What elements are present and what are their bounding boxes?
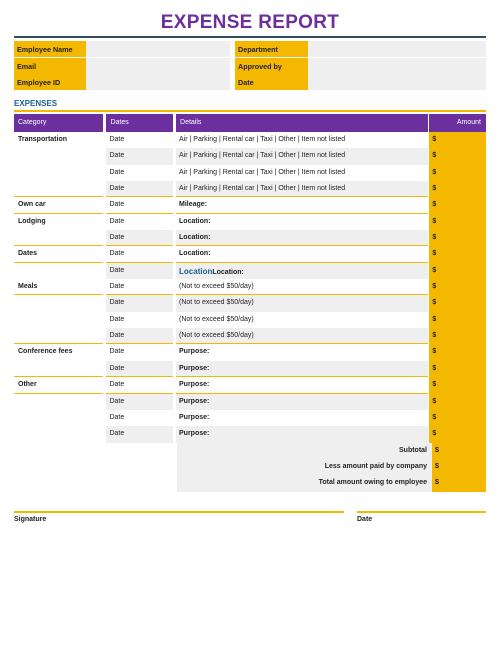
subtotal-amount[interactable]: $ (432, 443, 486, 459)
info-row-2 (14, 58, 486, 74)
category-cell (14, 312, 103, 328)
details-cell[interactable]: (Not to exceed $50/day) (176, 295, 428, 311)
amount-cell[interactable]: $ (429, 410, 486, 426)
info-row-1 (14, 41, 486, 57)
date-cell[interactable]: Date (106, 394, 173, 410)
category-cell (14, 148, 103, 164)
category-cell: Transportation (18, 136, 68, 143)
expenses-section-title: EXPENSES (14, 99, 58, 108)
subtotal-label: Subtotal (177, 443, 432, 459)
employee-name-field[interactable] (86, 41, 230, 57)
header-category: Category (14, 114, 103, 132)
amount-cell[interactable]: $ (429, 197, 486, 213)
details-cell[interactable]: Purpose: (179, 348, 210, 356)
table-row (14, 246, 486, 262)
amount-cell[interactable]: $ (429, 344, 486, 360)
date-cell[interactable]: Date (106, 148, 173, 164)
category-cell (14, 263, 103, 279)
report-title: EXPENSE REPORT (160, 12, 340, 33)
department-field[interactable] (308, 41, 486, 57)
approved-by-label: Approved by (235, 58, 308, 74)
date-cell[interactable]: Date (106, 197, 173, 213)
amount-cell[interactable]: $ (429, 426, 486, 442)
category-cell: Own car (14, 197, 103, 213)
details-cell[interactable]: Air | Parking | Rental car | Taxi | Other | Item not listed (179, 168, 346, 176)
email-field[interactable] (86, 58, 230, 74)
category-cell (14, 394, 103, 410)
table-row (14, 312, 486, 328)
category-cell: Dates (14, 246, 103, 262)
category-cell (14, 328, 103, 344)
date-cell[interactable]: Date (106, 263, 173, 279)
table-row (14, 230, 486, 246)
date-cell[interactable]: Date (106, 181, 173, 197)
category-cell: Other (14, 377, 103, 393)
table-row (14, 263, 486, 279)
table-row (14, 295, 486, 311)
total-owing-row (14, 475, 486, 491)
date-cell[interactable]: Date (106, 230, 173, 246)
footer-date-label: Date (357, 516, 373, 523)
amount-cell[interactable]: $ (429, 377, 486, 393)
employee-id-label: Employee ID (14, 74, 86, 90)
date-cell[interactable]: Date (106, 246, 173, 262)
signature-label: Signature (14, 516, 47, 523)
header-amount: Amount (429, 114, 486, 132)
amount-cell[interactable]: $ (429, 263, 486, 279)
signature-line[interactable] (14, 511, 344, 513)
category-cell (14, 230, 103, 246)
amount-cell[interactable]: $ (429, 361, 486, 377)
employee-name-label: Employee Name (14, 41, 86, 57)
details-cell[interactable]: Air | Parking | Rental car | Taxi | Other | Item not listed (179, 136, 346, 143)
total-owing-amount[interactable]: $ (432, 475, 486, 491)
amount-cell[interactable]: $ (429, 132, 486, 148)
table-row (14, 197, 486, 213)
details-cell[interactable]: Air | Parking | Rental car | Taxi | Other | Item not listed (176, 181, 428, 197)
employee-id-field[interactable] (86, 74, 230, 90)
date-cell[interactable]: Date (109, 168, 125, 176)
details-cell[interactable]: Location: (179, 217, 211, 225)
title-divider (14, 36, 486, 38)
category-cell (14, 295, 103, 311)
details-cell[interactable]: Purpose: (176, 394, 428, 410)
department-label: Department (235, 41, 308, 57)
category-cell (14, 181, 103, 197)
table-row (14, 361, 486, 377)
table-row (14, 279, 486, 295)
amount-cell[interactable]: $ (429, 165, 486, 181)
date-label: Date (235, 74, 308, 90)
category-cell: Meals (14, 279, 103, 295)
footer-date-line[interactable] (357, 511, 486, 513)
email-label: Email (14, 58, 86, 74)
details-cell[interactable]: (Not to exceed $50/day) (176, 328, 428, 344)
amount-cell[interactable]: $ (429, 295, 486, 311)
date-cell[interactable]: Date (109, 315, 125, 323)
amount-cell[interactable]: $ (429, 279, 486, 295)
date-cell[interactable]: Date (106, 279, 173, 295)
details-cell[interactable] (176, 263, 428, 279)
date-cell[interactable]: Date (106, 295, 173, 311)
date-cell[interactable]: Date (106, 328, 173, 344)
category-cell: Conference fees (18, 348, 73, 356)
details-cell[interactable]: Purpose: (176, 361, 428, 377)
company-paid-amount[interactable]: $ (432, 459, 486, 475)
amount-cell[interactable]: $ (429, 328, 486, 344)
details-cell[interactable]: (Not to exceed $50/day) (176, 279, 428, 295)
category-cell: Lodging (18, 217, 46, 225)
amount-cell[interactable]: $ (429, 214, 486, 230)
category-cell (14, 410, 103, 426)
expenses-table (14, 114, 486, 492)
company-paid-label: Less amount paid by company (177, 459, 432, 475)
table-row (14, 165, 486, 181)
date-cell[interactable]: Date (109, 413, 125, 421)
date-cell[interactable]: Date (109, 348, 125, 356)
employee-info-block (14, 41, 486, 91)
subtotal-row (14, 443, 486, 459)
company-paid-row (14, 459, 486, 475)
date-cell[interactable]: Date (106, 377, 173, 393)
table-row (14, 132, 486, 148)
details-text: Location: (212, 268, 244, 276)
table-row (14, 181, 486, 197)
info-row-3 (14, 74, 486, 90)
details-cell[interactable]: Purpose: (176, 377, 428, 393)
amount-cell[interactable]: $ (429, 181, 486, 197)
header-details: Details (176, 114, 428, 132)
details-cell[interactable]: Air | Parking | Rental car | Taxi | Other | Item not listed (176, 148, 428, 164)
date-cell[interactable]: Date (106, 361, 173, 377)
table-row (14, 394, 486, 410)
date-field[interactable] (308, 74, 486, 90)
table-row (14, 426, 486, 442)
date-cell[interactable]: Date (106, 426, 173, 442)
approved-by-field[interactable] (308, 58, 486, 74)
expenses-divider (14, 110, 486, 112)
table-row (14, 148, 486, 164)
table-row (14, 344, 486, 360)
table-row (14, 214, 486, 230)
category-cell (14, 165, 103, 181)
total-owing-label: Total amount owing to employee (177, 475, 432, 491)
table-row (14, 410, 486, 426)
amount-cell[interactable]: $ (429, 230, 486, 246)
amount-cell[interactable]: $ (429, 148, 486, 164)
category-cell (14, 426, 103, 442)
header-dates: Dates (106, 114, 173, 132)
date-cell[interactable]: Date (109, 217, 125, 225)
table-row (14, 377, 486, 393)
amount-cell[interactable]: $ (429, 394, 486, 410)
amount-cell[interactable]: $ (429, 312, 486, 328)
details-cell[interactable]: Mileage: (176, 197, 428, 213)
details-cell[interactable]: Purpose: (179, 413, 210, 421)
details-cell[interactable]: (Not to exceed $50/day) (179, 315, 254, 323)
details-cell[interactable]: Location: (176, 230, 428, 246)
date-cell[interactable]: Date (109, 136, 125, 143)
location-accent: Location (179, 266, 213, 276)
amount-cell[interactable]: $ (429, 246, 486, 262)
details-cell[interactable]: Purpose: (176, 426, 428, 442)
details-cell[interactable]: Location: (176, 246, 428, 262)
table-header (14, 114, 486, 132)
table-row (14, 328, 486, 344)
category-cell (14, 361, 103, 377)
